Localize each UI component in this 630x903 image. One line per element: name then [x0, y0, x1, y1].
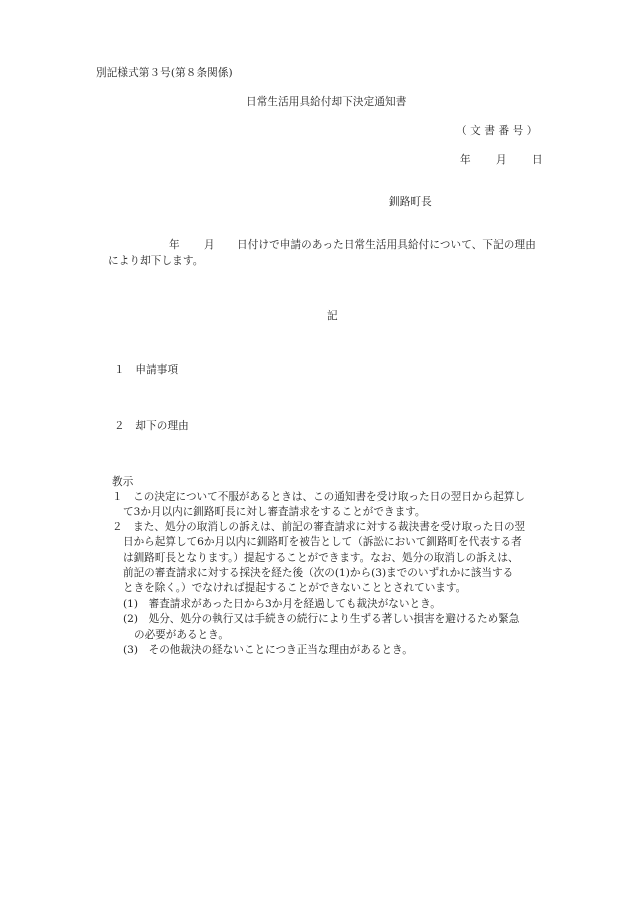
intro-year: 年 — [169, 239, 180, 251]
instruction-sub2-line2: の必要があるとき。 — [134, 628, 229, 641]
instruction-p1-line1: １ この決定について不服があるときは、この通知書を受け取った日の翌日から起算し — [112, 491, 525, 503]
form-label: 別記様式第３号(第８条関係) — [96, 67, 233, 79]
intro-text-line1: 日付けで申請のあった日常生活用具給付について、下記の理由 — [237, 239, 536, 251]
intro-text-line2: により却下します。 — [108, 255, 204, 267]
date-day: 日 — [532, 154, 543, 166]
item-rejection-reason: ２ 却下の理由 — [114, 420, 189, 432]
instruction-sub1: (1) 審査請求があった日から3か月を経過しても裁決がないとき。 — [123, 598, 441, 610]
instruction-sub2-line1: (2) 処分、処分の執行又は手続きの続行により生ずる著しい損害を避けるため緊急 — [123, 613, 520, 626]
instruction-p2-line2: 日から起算して6か月以内に釧路町を被告として（訴訟において釧路町を代表する者 — [123, 536, 522, 549]
document-title: 日常生活用具給付却下決定通知書 — [246, 96, 407, 108]
instruction-sub3: (3) その他裁決の経ないことにつき正当な理由があるとき。 — [123, 643, 413, 656]
ki-heading: 記 — [327, 310, 338, 322]
instruction-subitems — [123, 597, 519, 658]
date-month: 月 — [496, 154, 507, 166]
sender-name: 釧路町長 — [389, 196, 432, 208]
instruction-p1-line2: て3か月以内に釧路町長に対し審査請求をすることができます。 — [123, 506, 426, 519]
item-application-matter: １ 申請事項 — [114, 364, 179, 376]
instruction-p2-line5: ときを除く。）でなければ提起することができないこととされています。 — [123, 582, 467, 595]
intro-month: 月 — [204, 239, 215, 251]
instruction-p2-line4: 前記の審査請求に対する採決を経た後（次の(1)から(3)までのいずれかに該当する — [123, 566, 514, 579]
instruction-para-1 — [112, 490, 525, 521]
instruction-heading: 教示 — [112, 476, 134, 488]
instruction-para-2 — [112, 520, 525, 596]
instruction-p2-line3: は釧路町長となります。）提起することができます。なお、処分の取消しの訴えは、 — [123, 551, 519, 564]
document-number: （ 文 書 番 号 ） — [456, 125, 538, 137]
date-year: 年 — [460, 154, 471, 166]
instruction-p2-line1: ２ また、処分の取消しの訴えは、前記の審査請求に対する裁決書を受け取った日の翌 — [112, 521, 526, 533]
